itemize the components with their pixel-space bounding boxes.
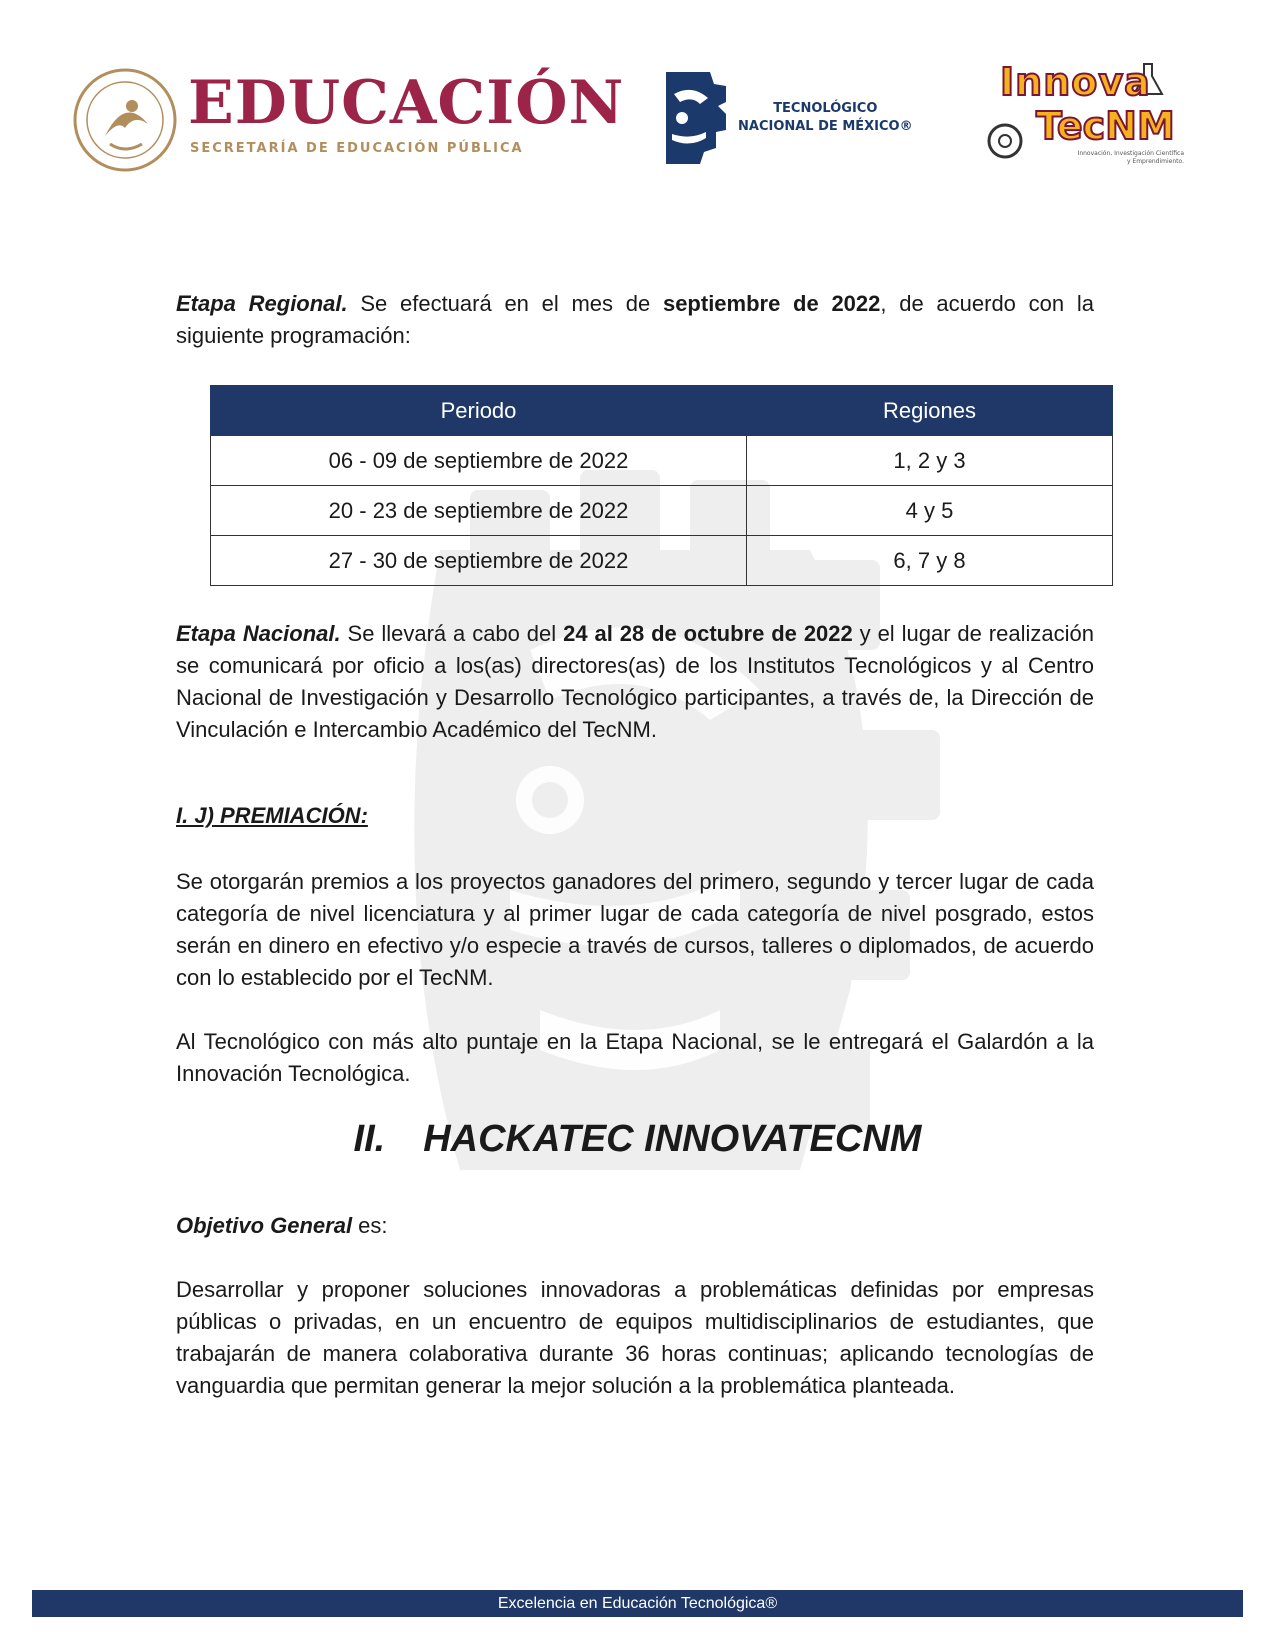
innova-wordmark: Innova xyxy=(1000,60,1151,104)
tecnm-name-line2: NACIONAL DE MÉXICO® xyxy=(738,119,913,134)
innova-tecnm-logo xyxy=(980,60,1190,180)
tecnm-name xyxy=(738,100,913,136)
premiacion-heading: I. J) PREMIACIÓN: xyxy=(176,803,368,828)
objetivo-paragraph: Desarrollar y proponer soluciones innovadoras a problemáticas definidas por empresas públicas o privadas, en un encuentro de equipos multidisciplinarios de estudiantes, que trabajarán de manera colaborativa durante 36 horas continuas; aplicando tecnologías de vanguardia que permitan generar la mejor solución a la problemática planteada. xyxy=(176,1277,1094,1398)
regional-schedule-table xyxy=(210,385,1113,586)
etapa-regional-text1: Se efectuará en el mes de xyxy=(347,291,663,316)
tecnm-name-line1: TECNOLÓGICO xyxy=(773,101,878,116)
tecnm-gear-logo-icon xyxy=(656,68,730,168)
section-title: HACKATEC INNOVATECNM xyxy=(423,1118,922,1160)
etapa-nacional-label: Etapa Nacional. xyxy=(176,621,341,646)
etapa-regional-text2: , de acuerdo con la siguiente programación: xyxy=(176,291,1094,348)
cell-periodo: 27 - 30 de septiembre de 2022 xyxy=(211,536,747,586)
etapa-regional-label: Etapa Regional. xyxy=(176,291,348,316)
objetivo-general-label: Objetivo General xyxy=(176,1213,353,1238)
etapa-regional-date: septiembre de 2022 xyxy=(662,291,881,316)
cell-regiones: 6, 7 y 8 xyxy=(747,536,1113,586)
cell-periodo: 20 - 23 de septiembre de 2022 xyxy=(211,486,747,536)
table-row xyxy=(211,536,1113,586)
objetivo-general-line xyxy=(176,1210,1094,1242)
objetivo-general-suffix: es: xyxy=(352,1213,388,1238)
etapa-regional-paragraph xyxy=(176,288,1094,352)
page-header xyxy=(0,58,1275,178)
column-header-regiones: Regiones xyxy=(747,386,1113,436)
table-header-row xyxy=(211,386,1113,436)
tecnm-wordmark: TecNM xyxy=(1036,104,1175,148)
section-heading-hackatec xyxy=(0,1118,1275,1161)
innova-subtitle: Innovación, Investigación Científica y Emprendimiento. xyxy=(1077,150,1184,165)
educacion-title: EDUCACIÓN xyxy=(188,68,625,138)
etapa-nacional-date: 24 al 28 de octubre de 2022 xyxy=(563,621,853,646)
etapa-nacional-text1: Se llevará a cabo del xyxy=(340,621,564,646)
page-footer xyxy=(32,1590,1243,1617)
footer-slogan: Excelencia en Educación Tecnológica® xyxy=(497,1595,778,1612)
premiacion-paragraph: Se otorgarán premios a los proyectos ganadores del primero, segundo y tercer lugar de cada categoría de nivel licenciatura y al primer lugar de cada categoría de nivel posgrado, estos serán en dinero en efectivo y/o especie a través de cursos, talleres o diplomados, de acuerdo con lo establecido por el TecNM. xyxy=(176,869,1094,990)
etapa-nacional-text2: y el lugar de realización se comunicará por oficio a los(as) directores(as) de los Institutos Tecnológicos y al Centro Nacional de Investigación y Desarrollo Tecnológico participantes, a través de, la Dirección de Vinculación e Intercambio Académico del TecNM. xyxy=(176,621,1094,742)
galardon-paragraph: Al Tecnológico con más alto puntaje en la Etapa Nacional, se le entregará el Galardón a la Innovación Tecnológica. xyxy=(176,1029,1094,1086)
cell-regiones: 4 y 5 xyxy=(747,486,1113,536)
table-row xyxy=(211,436,1113,486)
gear-icon xyxy=(980,116,1030,166)
section-number: II. xyxy=(353,1118,386,1160)
column-header-periodo: Periodo xyxy=(211,386,747,436)
table-row xyxy=(211,486,1113,536)
etapa-nacional-paragraph xyxy=(176,618,1094,746)
mexico-coat-of-arms-icon xyxy=(70,66,180,174)
cell-periodo: 06 - 09 de septiembre de 2022 xyxy=(211,436,747,486)
cell-regiones: 1, 2 y 3 xyxy=(747,436,1113,486)
educacion-subtitle: SECRETARÍA DE EDUCACIÓN PÚBLICA xyxy=(190,141,524,156)
